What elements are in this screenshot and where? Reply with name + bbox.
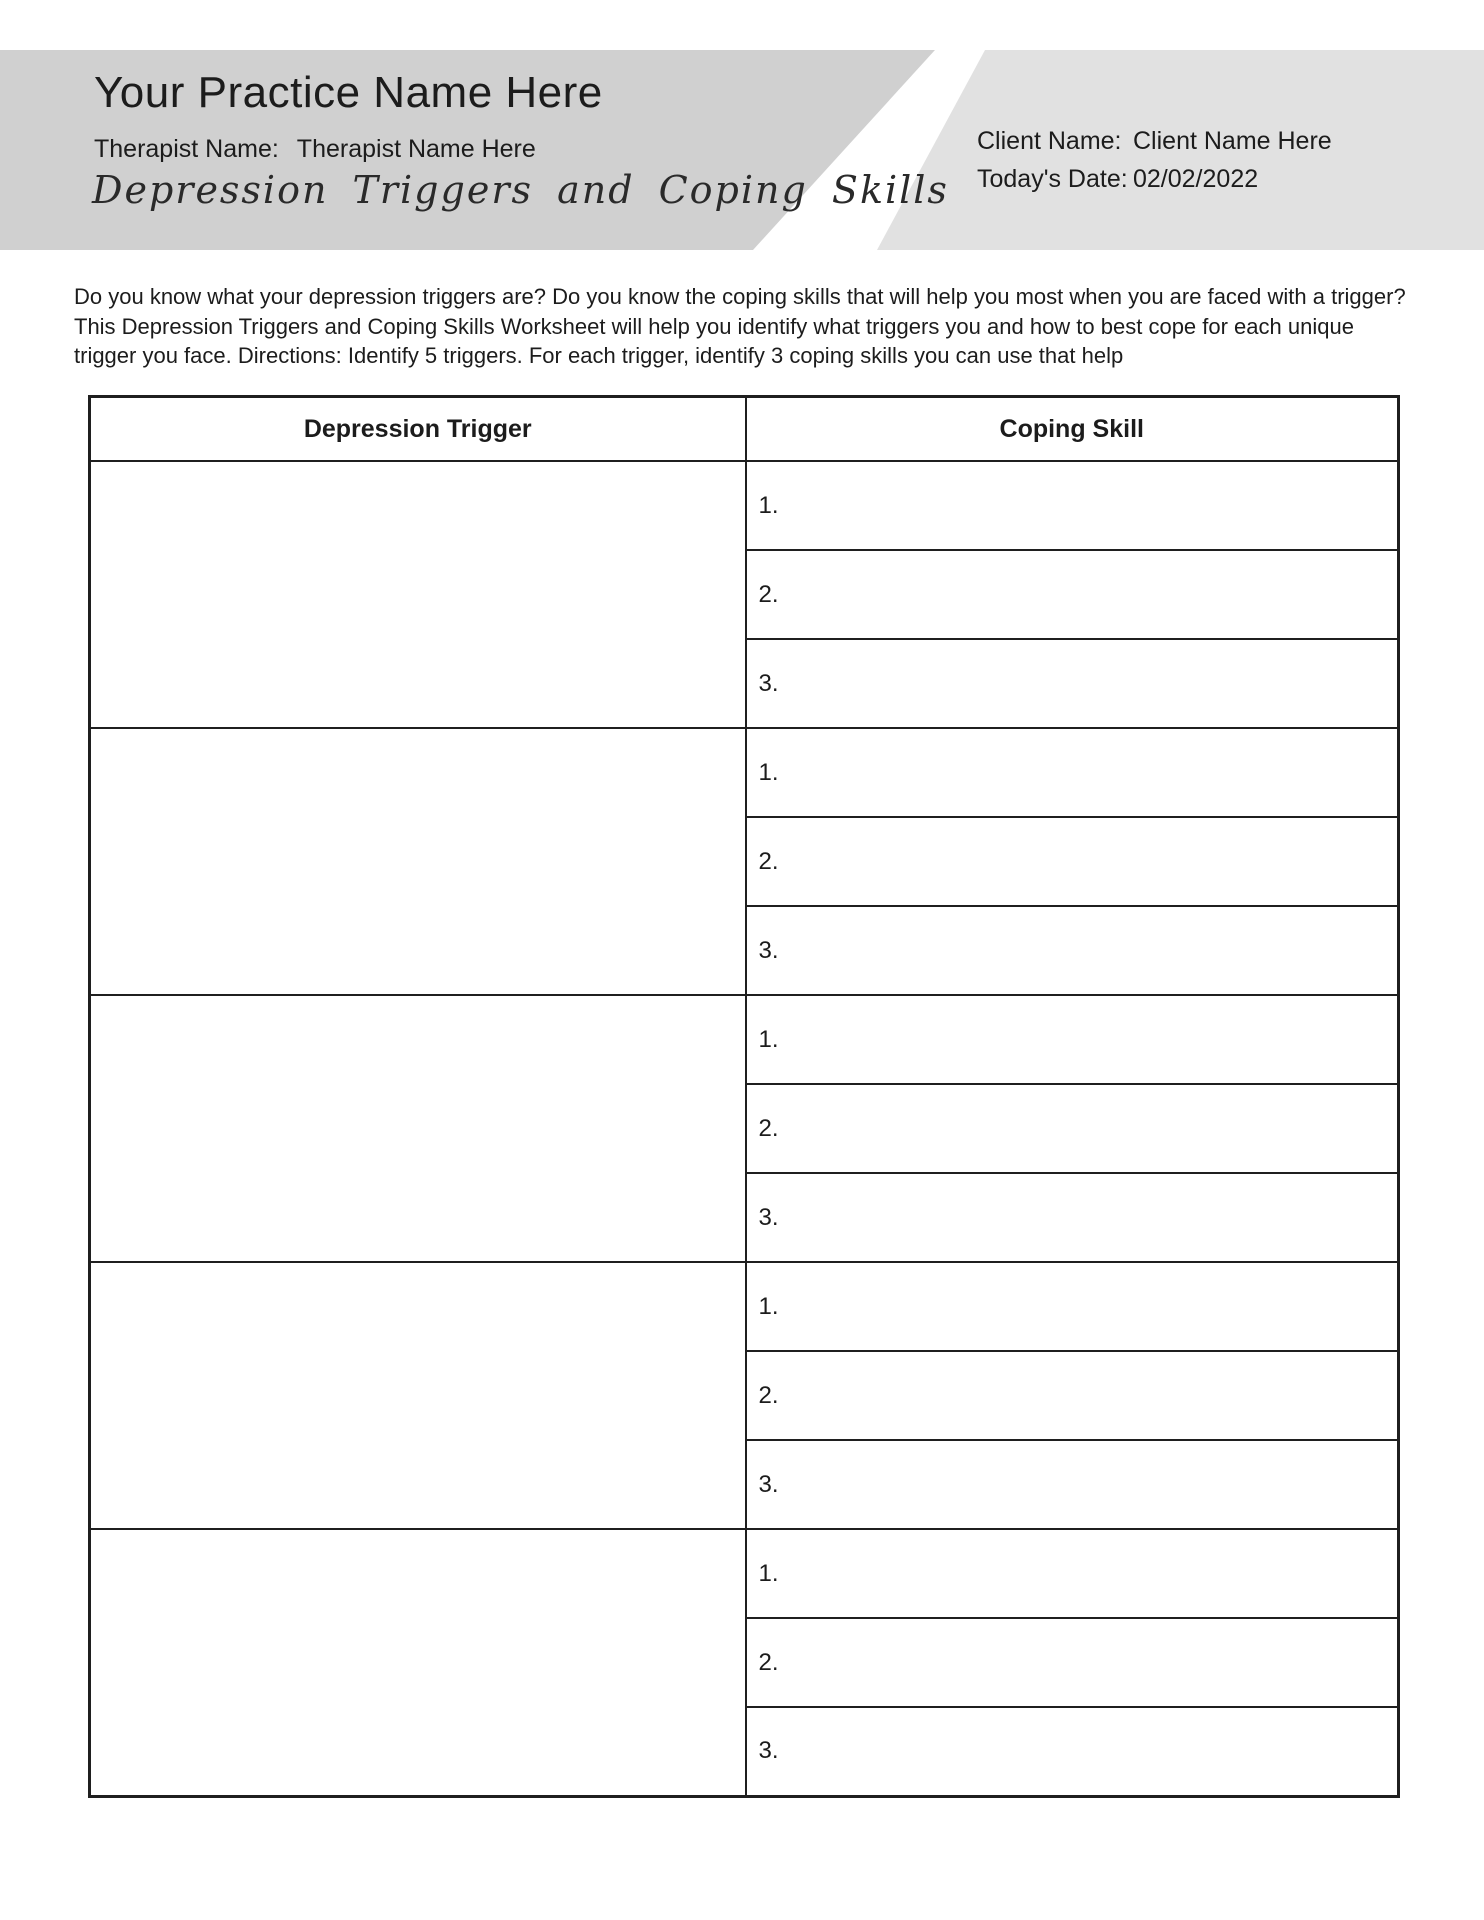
date-row — [977, 160, 1332, 198]
skill-number: 2. — [758, 1114, 779, 1142]
skill-number: 1. — [758, 491, 779, 519]
skill-number: 1. — [758, 1025, 779, 1053]
coping-skill-cell[interactable] — [746, 1618, 1399, 1707]
trigger-input-cell[interactable] — [90, 461, 746, 728]
coping-skill-cell[interactable] — [746, 995, 1399, 1084]
coping-skill-cell[interactable] — [746, 1351, 1399, 1440]
coping-skill-cell[interactable] — [746, 906, 1399, 995]
client-name-label: Client Name: — [977, 127, 1122, 155]
skill-number: 2. — [758, 1381, 779, 1409]
trigger-input-cell[interactable] — [90, 728, 746, 995]
coping-skill-cell[interactable] — [746, 1084, 1399, 1173]
coping-skill-cell[interactable] — [746, 639, 1399, 728]
therapist-name-label: Therapist Name: — [94, 135, 279, 163]
worksheet-title: Depression Triggers and Coping Skills — [92, 168, 949, 212]
trigger-column-header: Depression Trigger — [90, 397, 746, 462]
practice-name: Your Practice Name Here — [94, 68, 603, 117]
coping-skill-cell[interactable] — [746, 1173, 1399, 1262]
skill-number: 1. — [758, 1559, 779, 1587]
client-name-value: Client Name Here — [1133, 127, 1332, 155]
skill-number: 2. — [758, 847, 779, 875]
client-name-row — [977, 122, 1332, 160]
coping-column-header: Coping Skill — [746, 397, 1399, 462]
skill-number: 3. — [758, 669, 779, 697]
coping-skill-cell[interactable] — [746, 817, 1399, 906]
coping-skill-cell[interactable] — [746, 550, 1399, 639]
coping-skill-cell[interactable] — [746, 1440, 1399, 1529]
header-band — [0, 50, 1484, 250]
skill-number: 1. — [758, 758, 779, 786]
trigger-input-cell[interactable] — [90, 995, 746, 1262]
skill-number: 3. — [758, 1470, 779, 1498]
date-label: Today's Date: — [977, 165, 1128, 193]
client-info-block — [977, 122, 1332, 198]
skill-number: 2. — [758, 1648, 779, 1676]
coping-skill-cell[interactable] — [746, 461, 1399, 550]
trigger-input-cell[interactable] — [90, 1529, 746, 1796]
skill-number: 3. — [758, 1203, 779, 1231]
therapist-name-row — [94, 134, 536, 164]
intro-paragraph: Do you know what your depression triggers are? Do you know the coping skills that will help you most when you are faced with a trigger? This Depression Triggers and Coping Skills Worksheet will help you identify what triggers you and how to best cope for each unique trigger you face. Directions: Identify 5 triggers. For each trigger, identify 3 coping skills you can use that help — [74, 284, 1406, 368]
worksheet-table — [88, 395, 1400, 1798]
skill-number: 1. — [758, 1292, 779, 1320]
coping-skill-cell[interactable] — [746, 1529, 1399, 1618]
coping-skill-cell[interactable] — [746, 1262, 1399, 1351]
coping-skill-cell[interactable] — [746, 728, 1399, 817]
skill-number: 2. — [758, 580, 779, 608]
date-value: 02/02/2022 — [1133, 165, 1259, 193]
skill-number: 3. — [758, 1737, 779, 1765]
skill-number: 3. — [758, 936, 779, 964]
trigger-input-cell[interactable] — [90, 1262, 746, 1529]
coping-skill-cell[interactable] — [746, 1707, 1399, 1796]
therapist-name-value: Therapist Name Here — [296, 135, 536, 163]
